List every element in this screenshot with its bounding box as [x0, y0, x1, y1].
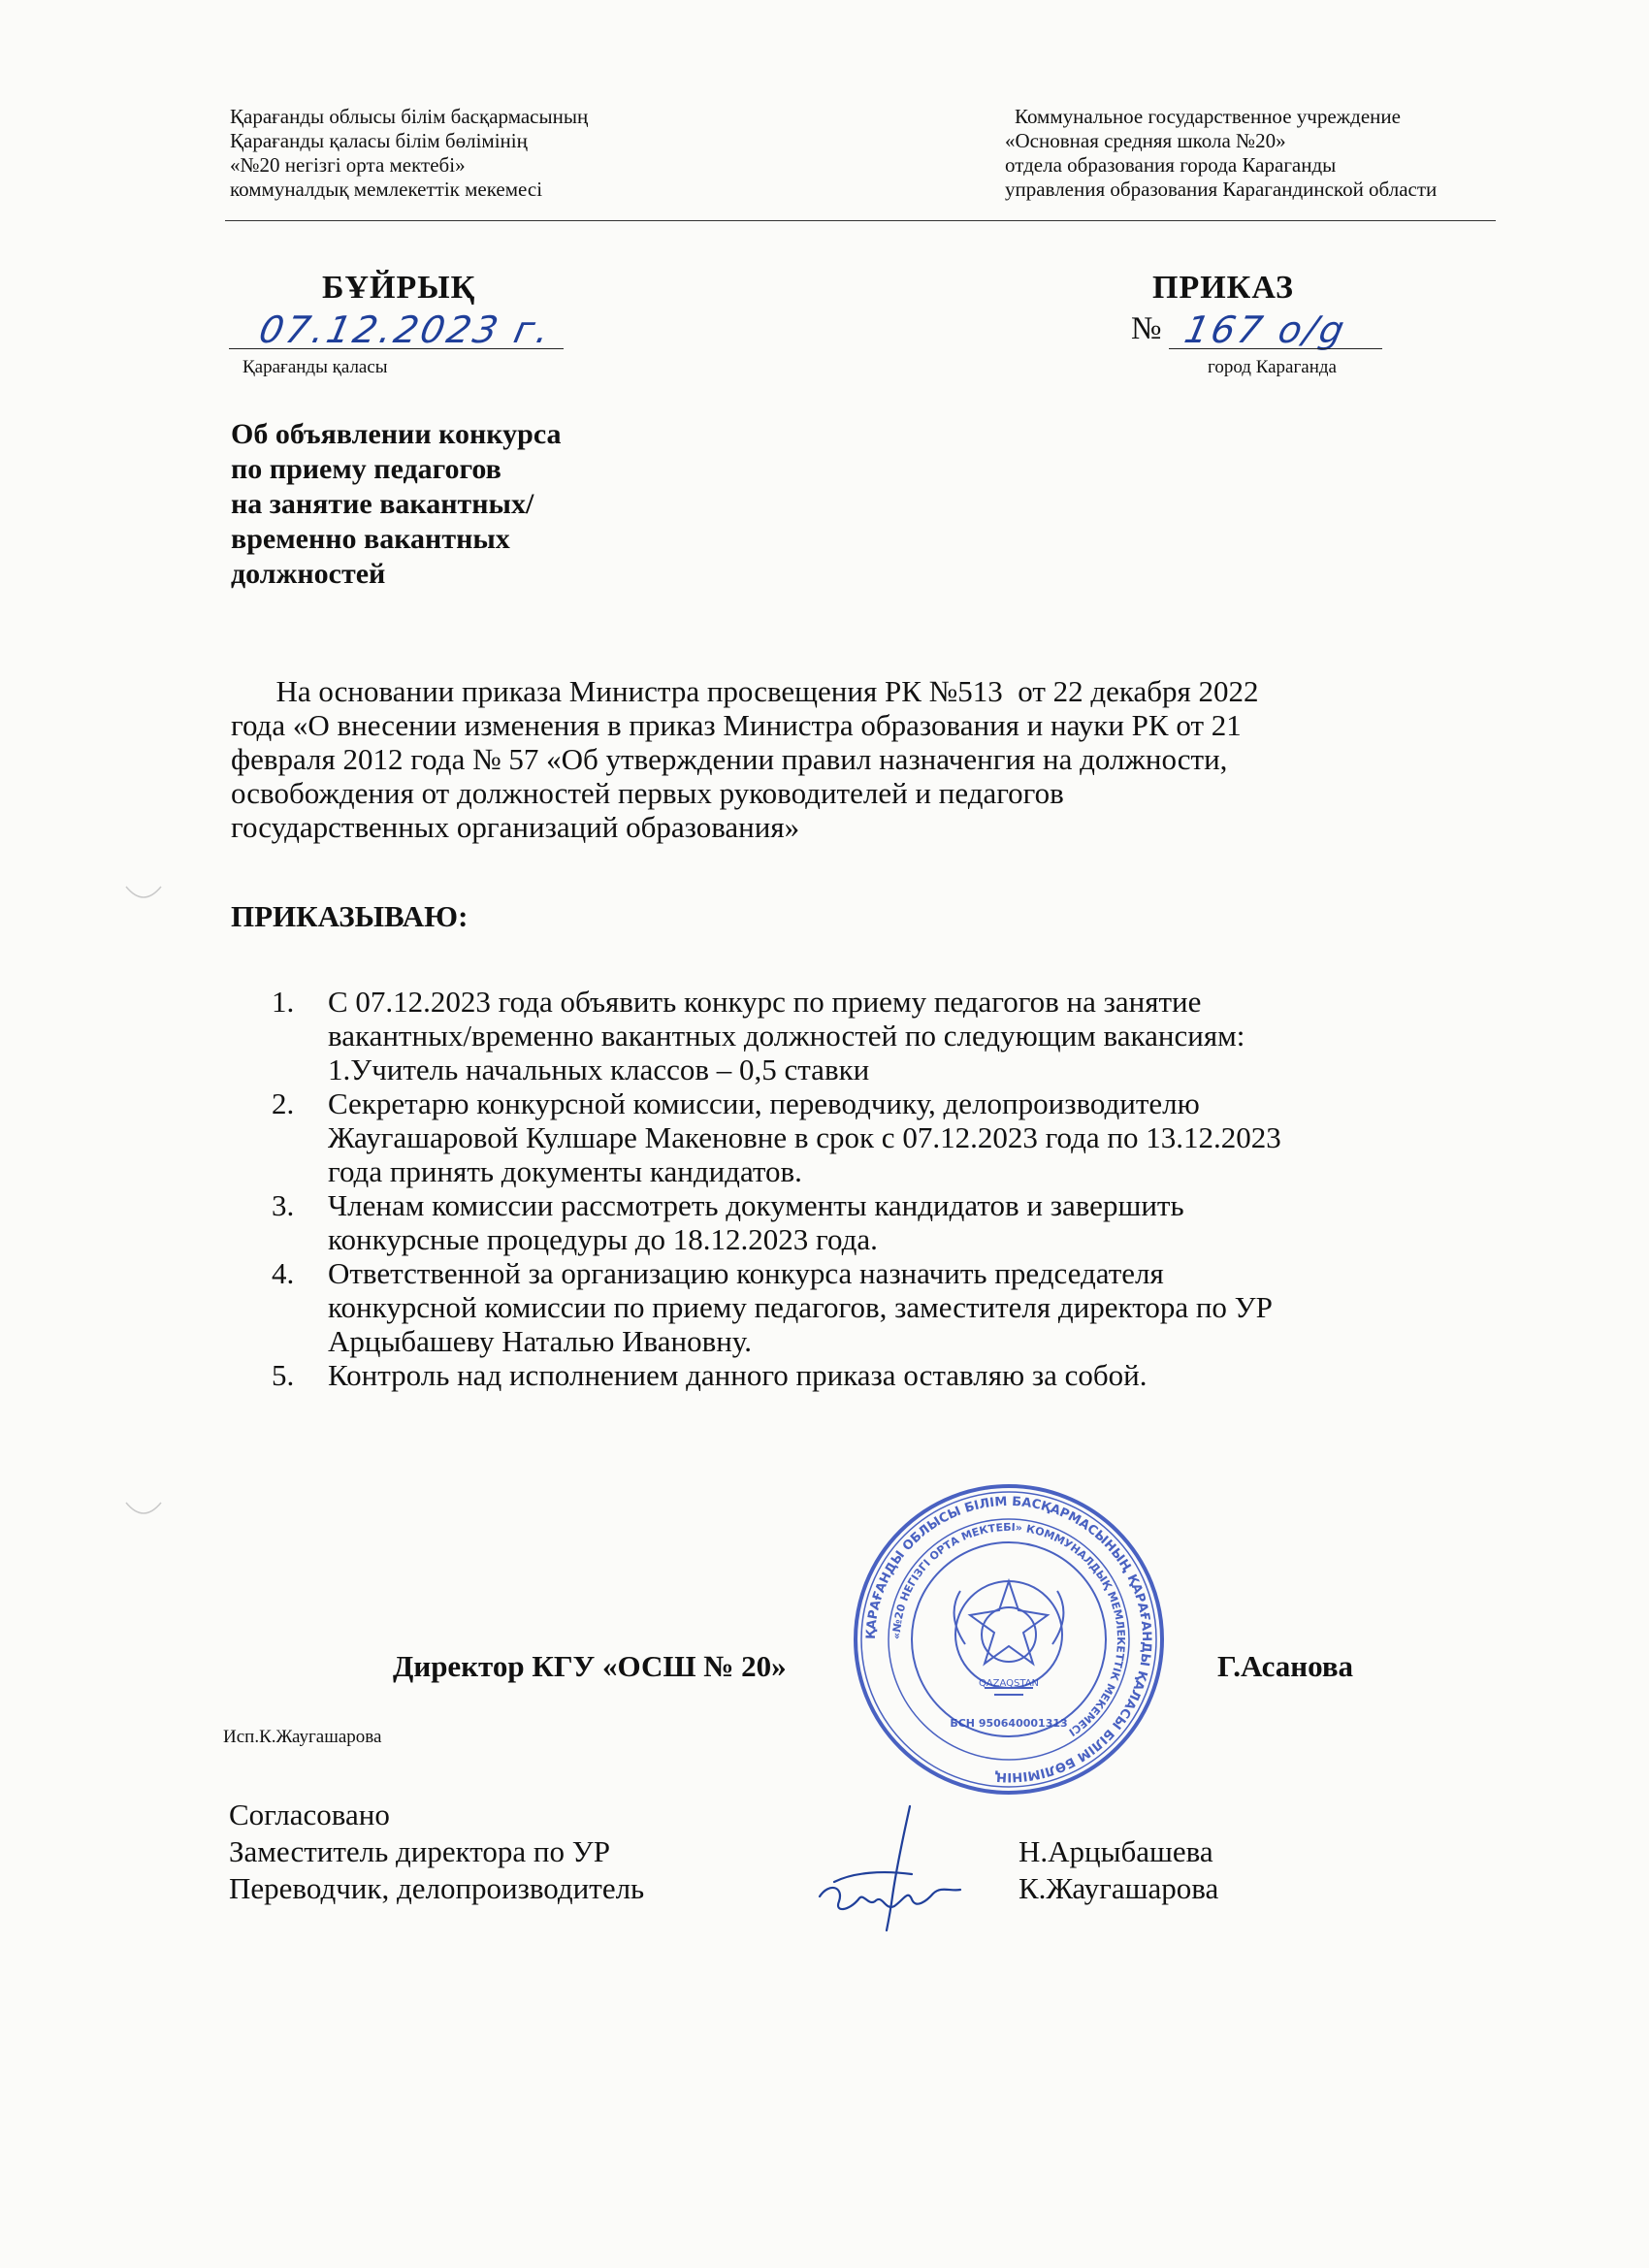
item-line: конкурсные процедуры до 18.12.2023 года.: [328, 1222, 878, 1256]
subject-line: по приему педагогов: [231, 453, 501, 485]
item-line: Жаугашаровой Кулшаре Макеновне в срок с 07.12.2023 года по 13.12.2023: [328, 1120, 1281, 1154]
item-number: 3.: [272, 1188, 295, 1222]
header-left-line: коммуналдық мемлекеттік мекемесі: [230, 178, 543, 201]
order-item: [272, 1256, 1533, 1358]
item-number: 2.: [272, 1086, 295, 1120]
agreed-heading: Согласовано: [229, 1798, 390, 1831]
order-item: [272, 1358, 1533, 1392]
place-ru: город Караганда: [1208, 357, 1337, 377]
header-divider: [225, 220, 1496, 221]
subject-line: временно вакантных: [231, 523, 510, 555]
order-item: [272, 1086, 1533, 1188]
header-right-line: «Основная средняя школа №20»: [1005, 129, 1286, 152]
header-right-line: управления образования Карагандинской области: [1005, 178, 1438, 201]
item-line: Членам комиссии рассмотреть документы кандидатов и завершить: [328, 1188, 1184, 1222]
subject-line: на занятие вакантных/: [231, 488, 534, 520]
item-line: Арцыбашеву Наталью Ивановну.: [328, 1324, 752, 1358]
agreed-name: Н.Арцыбашева: [1018, 1834, 1213, 1868]
item-line: Секретарю конкурсной комиссии, переводчику, делопроизводителю: [328, 1086, 1200, 1120]
header-left: [230, 105, 588, 202]
header-left-line: Қарағанды қаласы білім бөлімінің: [230, 129, 528, 152]
order-subject: [231, 417, 735, 592]
svg-text:«№20 НЕГІЗГІ ОРТА МЕКТЕБІ» КОМ: [890, 1521, 1127, 1738]
handwritten-signature: [815, 1804, 970, 1935]
item-line: Ответственной за организацию конкурса назначить председателя: [328, 1256, 1164, 1290]
header-right-line: отдела образования города Караганды: [1005, 153, 1337, 177]
handwritten-date: 07.12.2023 г.: [255, 308, 557, 351]
item-line: года принять документы кандидатов.: [328, 1154, 802, 1188]
agreed-role: Переводчик, делопроизводитель: [229, 1871, 645, 1905]
item-number: 4.: [272, 1256, 295, 1290]
agreed-role: Заместитель директора по УР: [229, 1834, 610, 1868]
stamp-emblem-word: QAZAQSTAN: [978, 1678, 1040, 1689]
subject-line: Об объявлении конкурса: [231, 418, 562, 450]
number-prefix: №: [1131, 311, 1162, 346]
header-left-line: «№20 негізгі орта мектебі»: [230, 153, 466, 177]
header-left-line: Қарағанды облысы білім басқармасының: [230, 105, 589, 128]
item-line: 1.Учитель начальных классов – 0,5 ставки: [328, 1053, 870, 1086]
order-item: [272, 1188, 1533, 1256]
stamp-outer-text: ҚАРАҒАНДЫ ОБЛЫСЫ БІЛІМ БАСҚАРМАСЫНЫҢ ҚАРАҒАНДЫ ҚАЛАСЫ БІЛІМ БӨЛІМІНІҢ: [863, 1494, 1154, 1785]
preamble-line: На основании приказа Министра просвещения РК №513 от 22 декабря 2022: [231, 674, 1259, 708]
header-right-line: Коммунальное государственное учреждение: [1015, 105, 1401, 128]
header-right: [999, 105, 1437, 202]
preamble-line: февраля 2012 года № 57 «Об утверждении правил назначенгия на должности,: [231, 742, 1228, 776]
stamp-inner-text: «№20 НЕГІЗГІ ОРТА МЕКТЕБІ» КОММУНАЛДЫҚ МЕМЛЕКЕТТІК МЕКЕМЕСІ: [889, 1520, 1128, 1739]
item-line: конкурсной комиссии по приему педагогов, заместителя директора по УР: [328, 1290, 1273, 1324]
item-number: 5.: [272, 1358, 295, 1392]
preamble-line: государственных организаций образования»: [231, 810, 800, 844]
item-number: 1.: [272, 985, 295, 1019]
punch-hole-mark: [124, 1499, 163, 1524]
preamble-paragraph: [231, 674, 1521, 844]
svg-text:ҚАРАҒАНДЫ ОБЛЫСЫ БІЛІМ БАСҚАРМ: [864, 1495, 1153, 1784]
date-underline: [229, 348, 564, 349]
order-word: ПРИКАЗЫВАЮ:: [231, 899, 469, 933]
doc-type-ru: ПРИКАЗ: [1152, 270, 1294, 306]
preamble-line: освобождения от должностей первых руководителей и педагогов: [231, 776, 1064, 810]
director-title: Директор КГУ «ОСШ № 20»: [393, 1649, 787, 1683]
agreed-names: [1018, 1833, 1218, 1907]
punch-hole-mark: [124, 883, 163, 908]
number-underline: [1169, 348, 1382, 349]
order-items: [272, 985, 1533, 1392]
preamble-line: года «О внесении изменения в приказ Министра образования и науки РК от 21: [231, 708, 1242, 742]
director-name: Г.Асанова: [1217, 1649, 1354, 1683]
stamp-bin: БСН 950640001313: [950, 1717, 1068, 1730]
executor-note: Исп.К.Жаугашарова: [223, 1727, 382, 1747]
item-line: С 07.12.2023 года объявить конкурс по приему педагогов на занятие: [328, 985, 1202, 1019]
handwritten-number: 167 о/g: [1180, 308, 1351, 351]
agreed-block: [229, 1797, 644, 1907]
order-item: [272, 985, 1533, 1086]
official-seal-stamp: [849, 1479, 1169, 1799]
doc-type-kz: БҰЙРЫҚ: [322, 270, 476, 306]
item-line: вакантных/временно вакантных должностей по следующим вакансиям:: [328, 1019, 1245, 1053]
item-line: Контроль над исполнением данного приказа оставляю за собой.: [328, 1358, 1148, 1392]
place-kz: Қарағанды қаласы: [242, 357, 388, 377]
subject-line: должностей: [231, 558, 386, 590]
agreed-name: К.Жаугашарова: [1018, 1871, 1219, 1905]
